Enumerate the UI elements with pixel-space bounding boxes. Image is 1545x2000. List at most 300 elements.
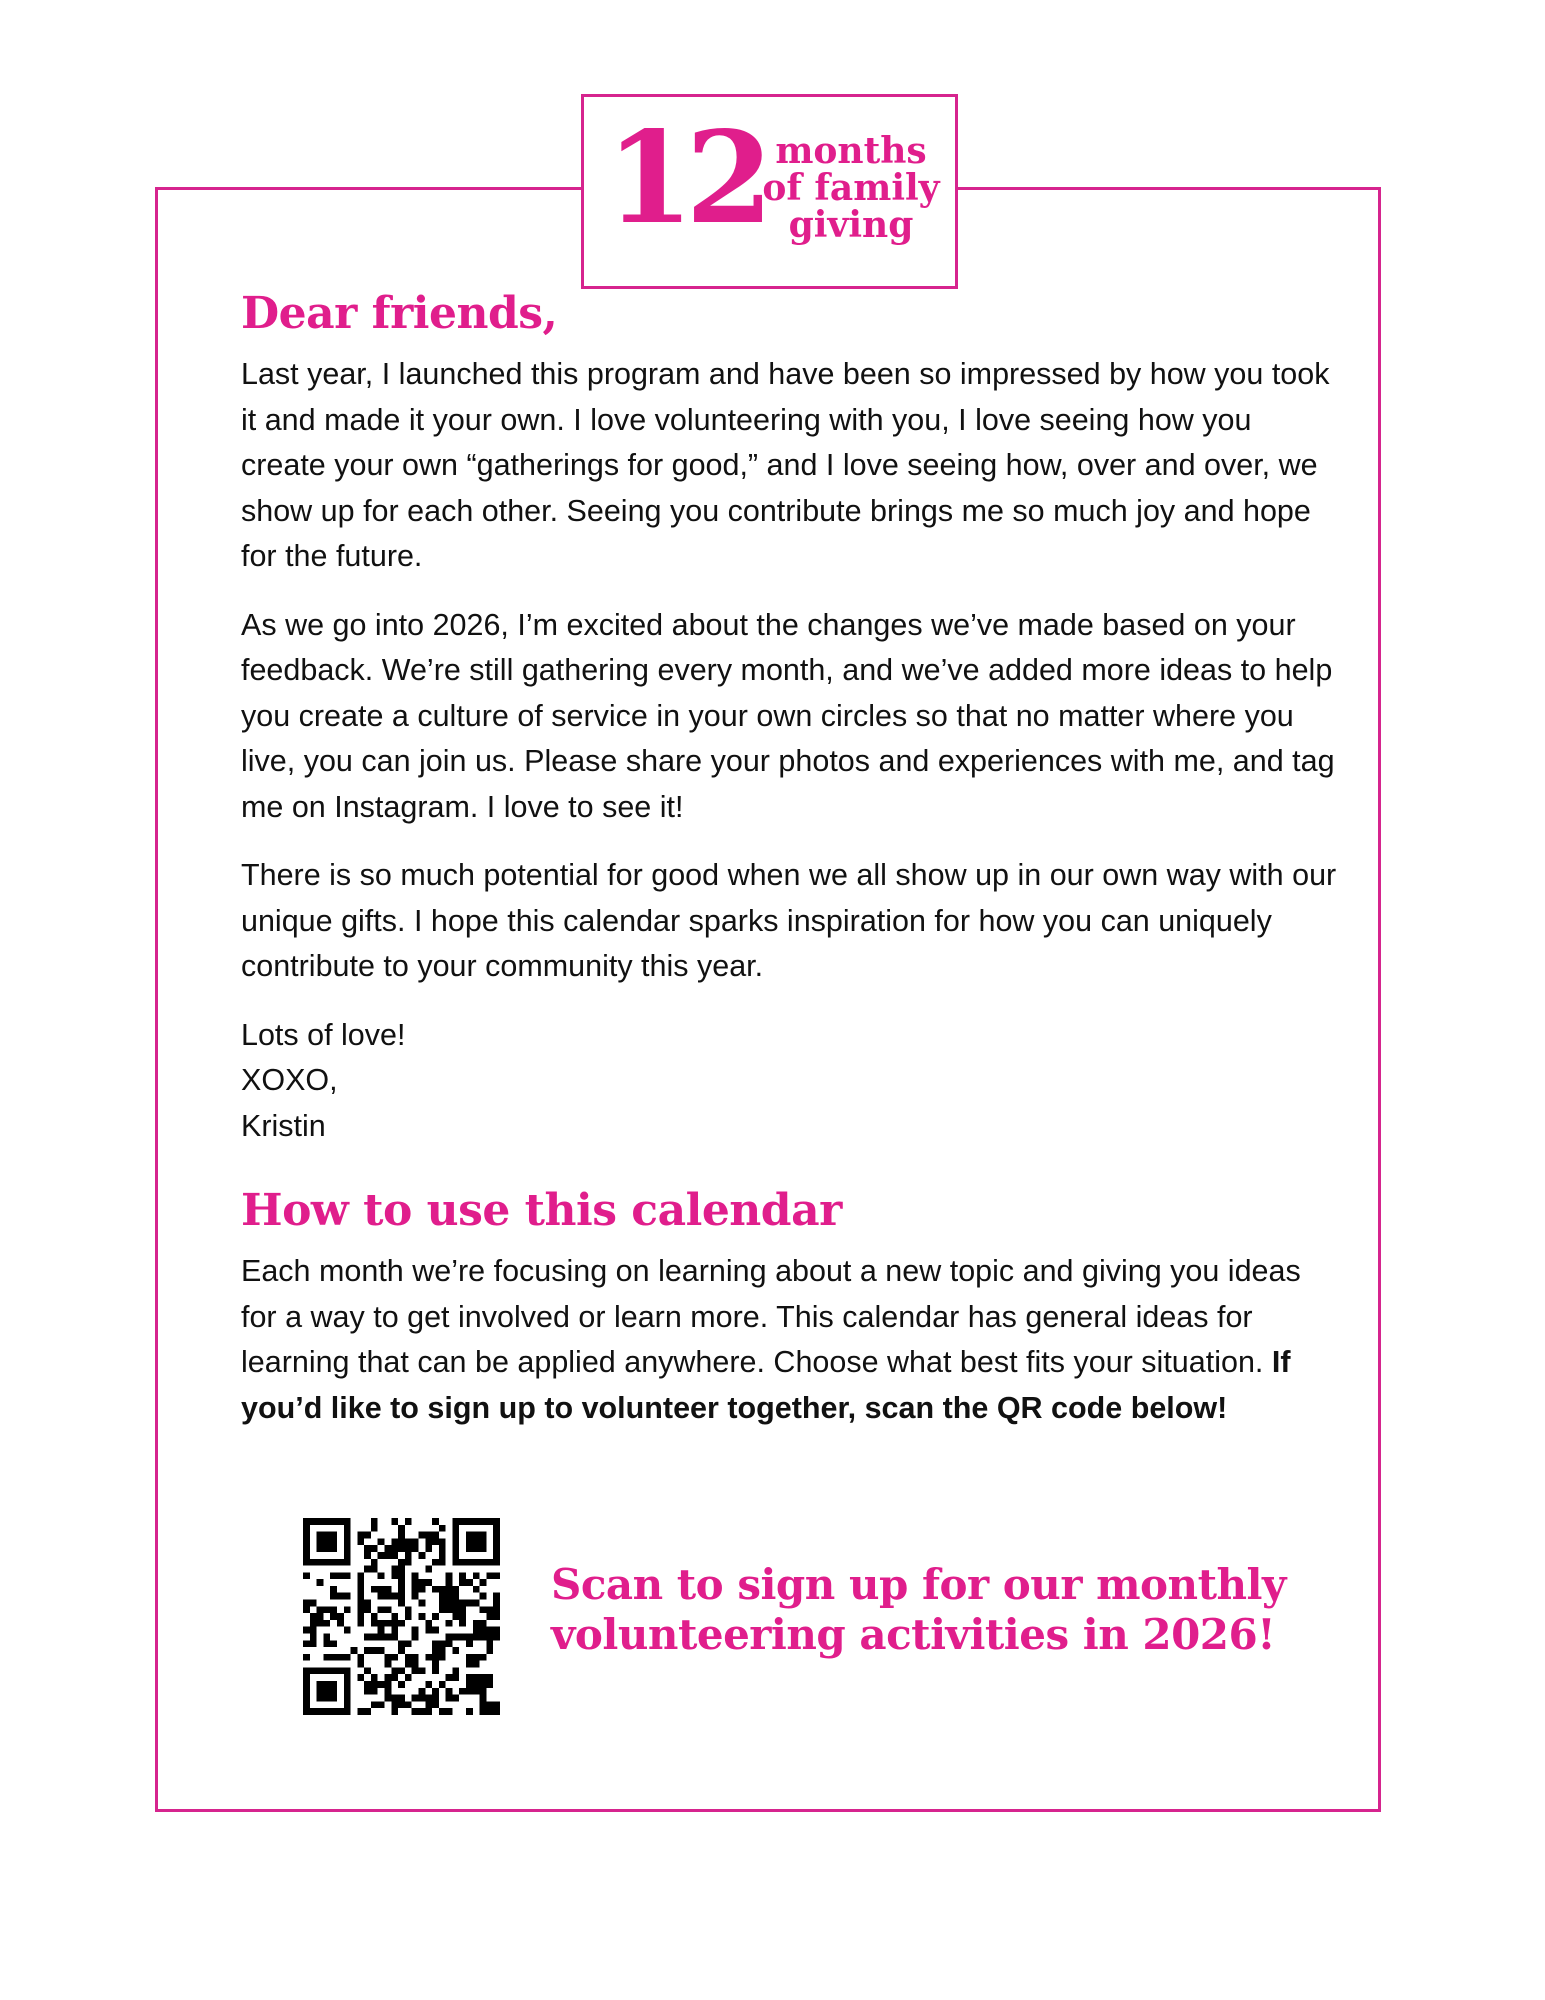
qr-module [412, 1661, 419, 1668]
qr-module [439, 1538, 446, 1545]
qr-module [432, 1559, 439, 1566]
qr-module [357, 1593, 364, 1600]
qr-module [425, 1620, 432, 1627]
qr-module [452, 1525, 459, 1532]
qr-module [398, 1538, 405, 1545]
qr-module [459, 1688, 466, 1695]
qr-module [473, 1688, 480, 1695]
qr-module [357, 1654, 364, 1661]
qr-module [493, 1538, 500, 1545]
qr-module [398, 1681, 405, 1688]
qr-module [466, 1654, 473, 1661]
qr-code-icon[interactable] [303, 1518, 500, 1715]
logo-line-3: giving [788, 204, 914, 246]
qr-module [486, 1559, 493, 1566]
qr-module [473, 1661, 480, 1668]
qr-module [405, 1559, 412, 1566]
qr-module [466, 1633, 473, 1640]
qr-module [446, 1600, 453, 1607]
qr-module [303, 1708, 310, 1715]
qr-module [303, 1600, 310, 1607]
qr-module [418, 1552, 425, 1559]
qr-module [412, 1545, 419, 1552]
qr-module [303, 1538, 310, 1545]
qr-module [446, 1572, 453, 1579]
qr-module [418, 1708, 425, 1715]
qr-module [364, 1647, 371, 1654]
qr-module [344, 1518, 351, 1525]
qr-module [452, 1606, 459, 1613]
qr-module [432, 1518, 439, 1525]
qr-module [330, 1532, 337, 1539]
qr-module [357, 1613, 364, 1620]
qr-module [452, 1532, 459, 1539]
qr-module [466, 1640, 473, 1647]
qr-module [405, 1640, 412, 1647]
qr-module [486, 1613, 493, 1620]
qr-module [432, 1701, 439, 1708]
qr-module [480, 1579, 487, 1586]
qr-module [371, 1518, 378, 1525]
qr-module [480, 1559, 487, 1566]
qr-module [391, 1633, 398, 1640]
qr-module [425, 1566, 432, 1573]
qr-module [357, 1579, 364, 1586]
qr-module [412, 1538, 419, 1545]
qr-module [473, 1559, 480, 1566]
cta-line-2: volunteering activities in 2026! [551, 1610, 1276, 1659]
qr-module [303, 1701, 310, 1708]
qr-module [446, 1674, 453, 1681]
qr-module [378, 1593, 385, 1600]
qr-module [405, 1661, 412, 1668]
qr-module [480, 1708, 487, 1715]
qr-module [412, 1586, 419, 1593]
qr-module [391, 1518, 398, 1525]
qr-module [344, 1654, 351, 1661]
qr-module [317, 1559, 324, 1566]
qr-module [473, 1627, 480, 1634]
qr-module [310, 1600, 317, 1607]
qr-module [398, 1701, 405, 1708]
qr-module [330, 1518, 337, 1525]
qr-module [486, 1627, 493, 1634]
qr-module [446, 1708, 453, 1715]
qr-module [412, 1593, 419, 1600]
qr-module [385, 1586, 392, 1593]
qr-module [418, 1613, 425, 1620]
qr-module [480, 1518, 487, 1525]
qr-module [391, 1701, 398, 1708]
qr-module [364, 1532, 371, 1539]
qr-module [330, 1688, 337, 1695]
letter-paragraph-1: Last year, I launched this program and have been so impressed by how you took it and made it your own. I love volunteering with you, I love seeing how you create your own “gatherings for good,” and I love seeing how, over and over, we show up for each other. Seeing you contribute brings me so much joy and hope for the future. [241, 357, 1330, 573]
qr-module [391, 1708, 398, 1715]
qr-module [337, 1518, 344, 1525]
qr-module [344, 1606, 351, 1613]
qr-module [418, 1586, 425, 1593]
qr-module [364, 1681, 371, 1688]
qr-module [303, 1532, 310, 1539]
qr-module [378, 1633, 385, 1640]
qr-module [446, 1640, 453, 1647]
qr-module [432, 1667, 439, 1674]
qr-module [452, 1667, 459, 1674]
qr-module [398, 1525, 405, 1532]
qr-module [486, 1681, 493, 1688]
qr-module [323, 1654, 330, 1661]
qr-module [371, 1620, 378, 1627]
qr-module [405, 1606, 412, 1613]
logo-line-2: of family [762, 167, 940, 209]
logo-text [760, 130, 942, 246]
qr-module [371, 1559, 378, 1566]
qr-module [330, 1681, 337, 1688]
qr-module [398, 1640, 405, 1647]
qr-module [432, 1613, 439, 1620]
qr-module [493, 1633, 500, 1640]
qr-module [398, 1586, 405, 1593]
qr-module [405, 1674, 412, 1681]
qr-module [303, 1606, 310, 1613]
qr-module [473, 1681, 480, 1688]
qr-module [446, 1593, 453, 1600]
qr-module [344, 1552, 351, 1559]
qr-module [405, 1538, 412, 1545]
signature: Kristin [241, 1108, 326, 1143]
qr-module [323, 1545, 330, 1552]
qr-module [391, 1572, 398, 1579]
qr-module [439, 1606, 446, 1613]
qr-module [303, 1572, 310, 1579]
qr-module [303, 1552, 310, 1559]
qr-module [378, 1552, 385, 1559]
qr-module [391, 1545, 398, 1552]
qr-module [378, 1647, 385, 1654]
qr-module [486, 1640, 493, 1647]
qr-module [330, 1640, 337, 1647]
qr-module [391, 1566, 398, 1573]
qr-module [310, 1633, 317, 1640]
qr-module [452, 1552, 459, 1559]
qr-module [323, 1708, 330, 1715]
qr-module [473, 1600, 480, 1607]
qr-module [344, 1667, 351, 1674]
qr-module [493, 1552, 500, 1559]
qr-module [378, 1586, 385, 1593]
qr-module [439, 1640, 446, 1647]
qr-module [466, 1545, 473, 1552]
qr-module [371, 1566, 378, 1573]
qr-module [344, 1593, 351, 1600]
qr-module [317, 1518, 324, 1525]
qr-module [323, 1606, 330, 1613]
qr-module [466, 1538, 473, 1545]
qr-module [486, 1572, 493, 1579]
qr-module [473, 1538, 480, 1545]
qr-module [439, 1681, 446, 1688]
qr-module [452, 1518, 459, 1525]
qr-module [330, 1606, 337, 1613]
qr-module [493, 1627, 500, 1634]
qr-module [446, 1695, 453, 1702]
qr-module [357, 1586, 364, 1593]
qr-module [439, 1552, 446, 1559]
qr-module [337, 1613, 344, 1620]
qr-module [385, 1620, 392, 1627]
qr-module [378, 1620, 385, 1627]
qr-module [459, 1579, 466, 1586]
qr-module [310, 1613, 317, 1620]
qr-module [480, 1627, 487, 1634]
qr-module [418, 1688, 425, 1695]
qr-module [480, 1695, 487, 1702]
qr-module [330, 1667, 337, 1674]
qr-module [317, 1667, 324, 1674]
qr-module [317, 1579, 324, 1586]
qr-module [330, 1538, 337, 1545]
qr-module [466, 1532, 473, 1539]
logo-number: 12 [606, 104, 766, 252]
qr-module [493, 1613, 500, 1620]
qr-module [337, 1667, 344, 1674]
letter-content [241, 286, 1341, 1454]
qr-module [330, 1545, 337, 1552]
qr-module [459, 1633, 466, 1640]
qr-module [480, 1681, 487, 1688]
qr-module [432, 1640, 439, 1647]
qr-module [378, 1606, 385, 1613]
qr-module [303, 1559, 310, 1566]
qr-module [439, 1654, 446, 1661]
qr-module [337, 1708, 344, 1715]
qr-module [405, 1701, 412, 1708]
qr-module [493, 1532, 500, 1539]
letter-paragraph-2: As we go into 2026, I’m excited about the changes we’ve made based on your feedback. We’re still gathering every month, and we’ve added more ideas to help you create a culture of service in your own circles so that no matter where you live, you can join us. Please share your photos and experiences with me, and tag me on Instagram. I love to see it! [241, 607, 1335, 824]
qr-module [473, 1518, 480, 1525]
qr-module [480, 1633, 487, 1640]
qr-module [466, 1708, 473, 1715]
qr-module [486, 1633, 493, 1640]
qr-module [337, 1593, 344, 1600]
qr-module [398, 1600, 405, 1607]
qr-module [486, 1674, 493, 1681]
qr-module [344, 1545, 351, 1552]
qr-module [432, 1647, 439, 1654]
qr-module [412, 1708, 419, 1715]
qr-module [446, 1586, 453, 1593]
qr-module [337, 1559, 344, 1566]
qr-module [432, 1538, 439, 1545]
qr-module [452, 1600, 459, 1607]
qr-module [480, 1620, 487, 1627]
qr-module [391, 1538, 398, 1545]
qr-module [330, 1654, 337, 1661]
qr-module [418, 1695, 425, 1702]
qr-module [425, 1538, 432, 1545]
qr-module [432, 1627, 439, 1634]
qr-module [371, 1674, 378, 1681]
qr-module [364, 1688, 371, 1695]
qr-module [425, 1545, 432, 1552]
qr-module [385, 1654, 392, 1661]
qr-module [473, 1620, 480, 1627]
qr-module [303, 1518, 310, 1525]
qr-module [452, 1538, 459, 1545]
qr-module [371, 1681, 378, 1688]
qr-module [371, 1586, 378, 1593]
qr-module [486, 1708, 493, 1715]
qr-module [432, 1586, 439, 1593]
qr-module [330, 1593, 337, 1600]
qr-module [303, 1688, 310, 1695]
greeting-heading: Dear friends, [241, 288, 558, 339]
qr-module [344, 1688, 351, 1695]
qr-module [439, 1586, 446, 1593]
qr-module [412, 1627, 419, 1634]
qr-module [459, 1620, 466, 1627]
qr-module [493, 1701, 500, 1708]
qr-module [330, 1695, 337, 1702]
qr-module [418, 1579, 425, 1586]
qr-module [317, 1613, 324, 1620]
qr-module [452, 1545, 459, 1552]
qr-module [317, 1695, 324, 1702]
qr-module [405, 1552, 412, 1559]
qr-module [357, 1606, 364, 1613]
qr-module [317, 1545, 324, 1552]
qr-module [330, 1708, 337, 1715]
qr-module [303, 1667, 310, 1674]
qr-module [418, 1600, 425, 1607]
qr-module [425, 1579, 432, 1586]
qr-module [425, 1681, 432, 1688]
qr-module [385, 1674, 392, 1681]
qr-module [317, 1681, 324, 1688]
letter-signoff [241, 1013, 1341, 1150]
qr-module [385, 1545, 392, 1552]
qr-module [493, 1545, 500, 1552]
qr-module [344, 1532, 351, 1539]
qr-module [391, 1552, 398, 1559]
qr-module [473, 1572, 480, 1579]
qr-module [364, 1667, 371, 1674]
qr-module [473, 1633, 480, 1640]
qr-module [486, 1606, 493, 1613]
qr-module [357, 1661, 364, 1668]
qr-module [391, 1627, 398, 1634]
qr-module [364, 1606, 371, 1613]
qr-module [480, 1593, 487, 1600]
qr-module [452, 1674, 459, 1681]
qr-module [371, 1647, 378, 1654]
qr-module [425, 1627, 432, 1634]
qr-module [473, 1545, 480, 1552]
qr-module [446, 1688, 453, 1695]
qr-module [344, 1538, 351, 1545]
qr-module [303, 1654, 310, 1661]
qr-module [357, 1600, 364, 1607]
qr-module [344, 1701, 351, 1708]
qr-module [480, 1606, 487, 1613]
qr-module [391, 1613, 398, 1620]
qr-module [398, 1667, 405, 1674]
qr-module [486, 1647, 493, 1654]
qr-module [303, 1674, 310, 1681]
qr-module [412, 1667, 419, 1674]
qr-module [357, 1572, 364, 1579]
qr-module [425, 1708, 432, 1715]
qr-module [405, 1654, 412, 1661]
qr-module [459, 1572, 466, 1579]
qr-module [323, 1518, 330, 1525]
qr-module [452, 1586, 459, 1593]
qr-module [357, 1674, 364, 1681]
qr-module [480, 1538, 487, 1545]
qr-module [493, 1708, 500, 1715]
qr-module [418, 1532, 425, 1539]
qr-module [425, 1654, 432, 1661]
qr-module [378, 1701, 385, 1708]
qr-module [323, 1695, 330, 1702]
qr-module [364, 1708, 371, 1715]
qr-module [344, 1627, 351, 1634]
qr-module [330, 1559, 337, 1566]
qr-module [323, 1640, 330, 1647]
qr-module [398, 1532, 405, 1539]
qr-module [466, 1518, 473, 1525]
qr-module [337, 1620, 344, 1627]
qr-module [466, 1688, 473, 1695]
qr-module [385, 1681, 392, 1688]
qr-module [398, 1566, 405, 1573]
qr-module [398, 1545, 405, 1552]
logo-line-1: months [775, 130, 927, 172]
qr-module [486, 1518, 493, 1525]
qr-module [357, 1532, 364, 1539]
qr-module [303, 1681, 310, 1688]
qr-module [398, 1695, 405, 1702]
qr-module [385, 1633, 392, 1640]
qr-module [337, 1654, 344, 1661]
qr-module [473, 1674, 480, 1681]
qr-module [446, 1620, 453, 1627]
qr-module [364, 1566, 371, 1573]
qr-module [405, 1545, 412, 1552]
qr-module [303, 1545, 310, 1552]
qr-module [459, 1559, 466, 1566]
qr-module [466, 1600, 473, 1607]
qr-module [418, 1667, 425, 1674]
qr-module [439, 1593, 446, 1600]
qr-module [323, 1633, 330, 1640]
howto-paragraph [241, 1249, 1341, 1431]
qr-module [378, 1572, 385, 1579]
qr-module [385, 1606, 392, 1613]
qr-module [323, 1620, 330, 1627]
qr-module [466, 1559, 473, 1566]
qr-module [310, 1559, 317, 1566]
qr-module [317, 1538, 324, 1545]
qr-module [385, 1593, 392, 1600]
qr-module [385, 1688, 392, 1695]
closing-line: Lots of love! [241, 1017, 406, 1052]
qr-module [452, 1633, 459, 1640]
qr-module [317, 1532, 324, 1539]
qr-module [364, 1633, 371, 1640]
qr-module [446, 1606, 453, 1613]
qr-module [466, 1674, 473, 1681]
